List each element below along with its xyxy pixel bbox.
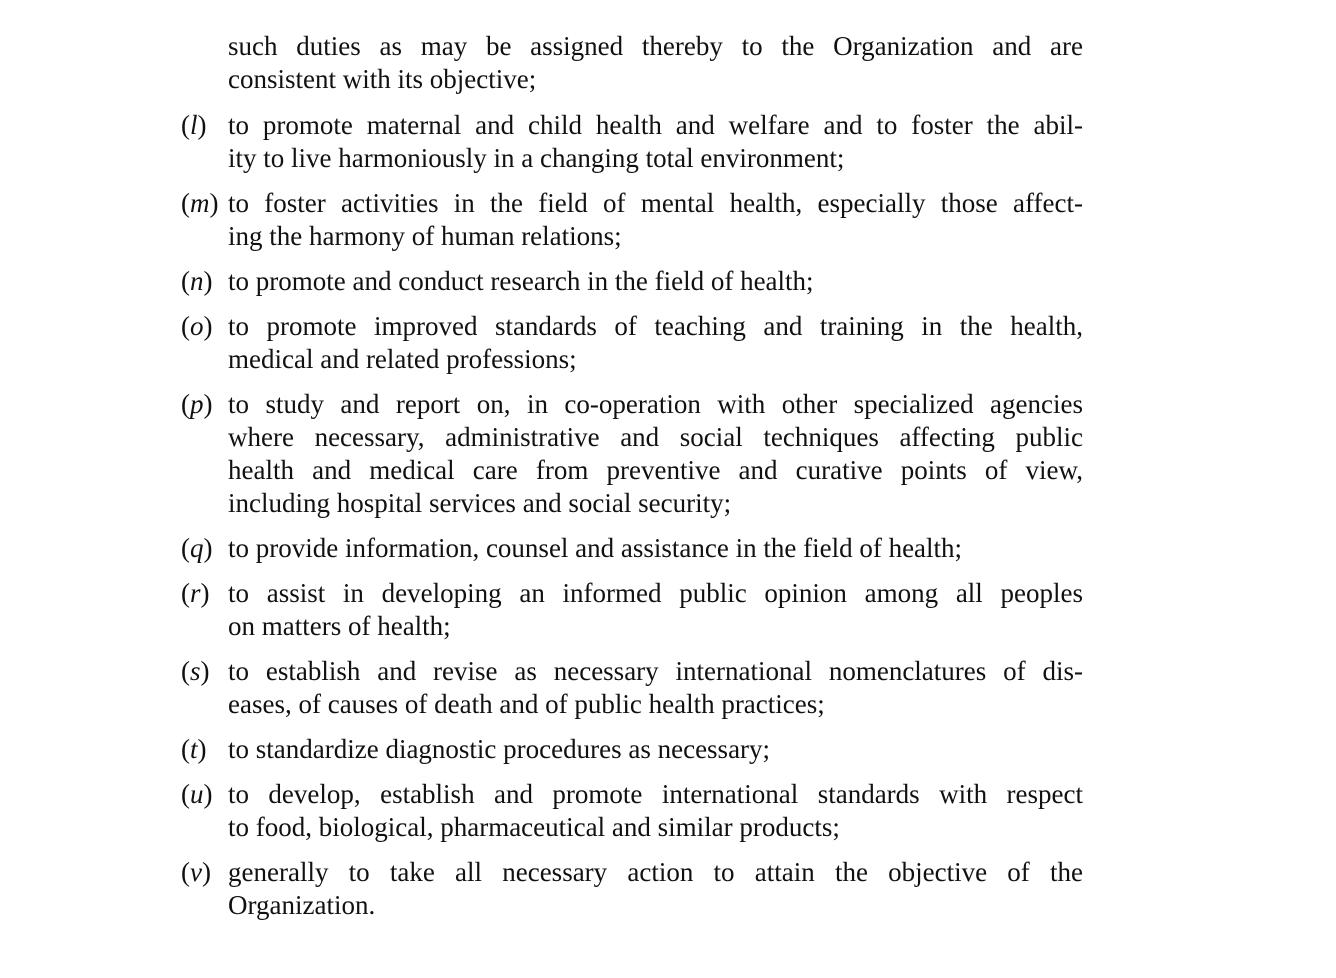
document-page xyxy=(181,30,1083,934)
text-line: to promote maternal and child health and welfare and to foster the abil- xyxy=(228,110,1083,140)
text-line: to foster activities in the field of mental health, especially those affect- xyxy=(228,188,1083,218)
text-line: to study and report on, in co-operation with other specialized agencies xyxy=(228,389,1083,419)
item-marker: (n) xyxy=(181,266,213,296)
item-marker: (v) xyxy=(181,857,211,887)
text-line: such duties as may be assigned thereby to the Organization and are xyxy=(228,31,1083,61)
text-line: on matters of health; xyxy=(228,611,451,641)
text-line: to promote improved standards of teaching and training in the health, xyxy=(228,311,1083,341)
item-letter: m xyxy=(190,188,210,218)
text-line: generally to take all necessary action to attain the objective of the xyxy=(228,857,1083,887)
item-text xyxy=(228,265,1083,298)
text-line: ity to live harmoniously in a changing total environment; xyxy=(228,143,845,173)
item-letter: u xyxy=(190,779,204,809)
list-item xyxy=(181,532,1083,565)
list-item xyxy=(181,310,1083,376)
item-marker: (p) xyxy=(181,389,213,419)
provision-list xyxy=(181,109,1083,922)
item-letter: o xyxy=(190,311,204,341)
text-line: health and medical care from preventive and curative points of view, xyxy=(228,455,1083,485)
item-letter: s xyxy=(190,656,201,686)
list-item xyxy=(181,388,1083,520)
item-text xyxy=(228,187,1083,253)
item-marker: (o) xyxy=(181,311,213,341)
item-letter: p xyxy=(190,389,204,419)
item-text xyxy=(228,856,1083,922)
item-marker: (t) xyxy=(181,734,207,764)
text-line: where necessary, administrative and social techniques affecting public xyxy=(228,422,1083,452)
text-line: to provide information, counsel and assistance in the field of health; xyxy=(228,533,963,563)
list-item xyxy=(181,733,1083,766)
text-line: medical and related professions; xyxy=(228,344,577,374)
text-line: to establish and revise as necessary international nomenclatures of dis- xyxy=(228,656,1083,686)
item-text xyxy=(228,310,1083,376)
item-letter: q xyxy=(190,533,204,563)
item-marker: (r) xyxy=(181,578,210,608)
text-line: Organization. xyxy=(228,890,376,920)
item-marker: (m) xyxy=(181,188,219,218)
list-item xyxy=(181,856,1083,922)
item-text xyxy=(228,109,1083,175)
text-line: to assist in developing an informed public opinion among all peoples xyxy=(228,578,1083,608)
item-marker: (q) xyxy=(181,533,213,563)
text-line: to develop, establish and promote international standards with respect xyxy=(228,779,1083,809)
list-item xyxy=(181,109,1083,175)
text-line: to standardize diagnostic procedures as necessary; xyxy=(228,734,771,764)
text-line: including hospital services and social security; xyxy=(228,488,732,518)
text-line: consistent with its objective; xyxy=(228,64,537,94)
list-item xyxy=(181,265,1083,298)
item-letter: r xyxy=(190,578,201,608)
continued-paragraph xyxy=(228,30,1083,96)
item-letter: v xyxy=(190,857,202,887)
item-letter: t xyxy=(190,734,198,764)
list-item xyxy=(181,778,1083,844)
item-text xyxy=(228,577,1083,643)
item-letter: l xyxy=(190,110,198,140)
item-marker: (u) xyxy=(181,779,213,809)
item-text xyxy=(228,778,1083,844)
text-line: to promote and conduct research in the field of health; xyxy=(228,266,814,296)
text-line: eases, of causes of death and of public health practices; xyxy=(228,689,825,719)
text-line: to food, biological, pharmaceutical and similar products; xyxy=(228,812,840,842)
item-text xyxy=(228,388,1083,520)
item-letter: n xyxy=(190,266,204,296)
list-item xyxy=(181,655,1083,721)
item-text xyxy=(228,532,1083,565)
text-line: ing the harmony of human relations; xyxy=(228,221,622,251)
list-item xyxy=(181,187,1083,253)
item-text xyxy=(228,733,1083,766)
item-marker: (s) xyxy=(181,656,210,686)
item-text xyxy=(228,655,1083,721)
item-marker: (l) xyxy=(181,110,207,140)
list-item xyxy=(181,577,1083,643)
